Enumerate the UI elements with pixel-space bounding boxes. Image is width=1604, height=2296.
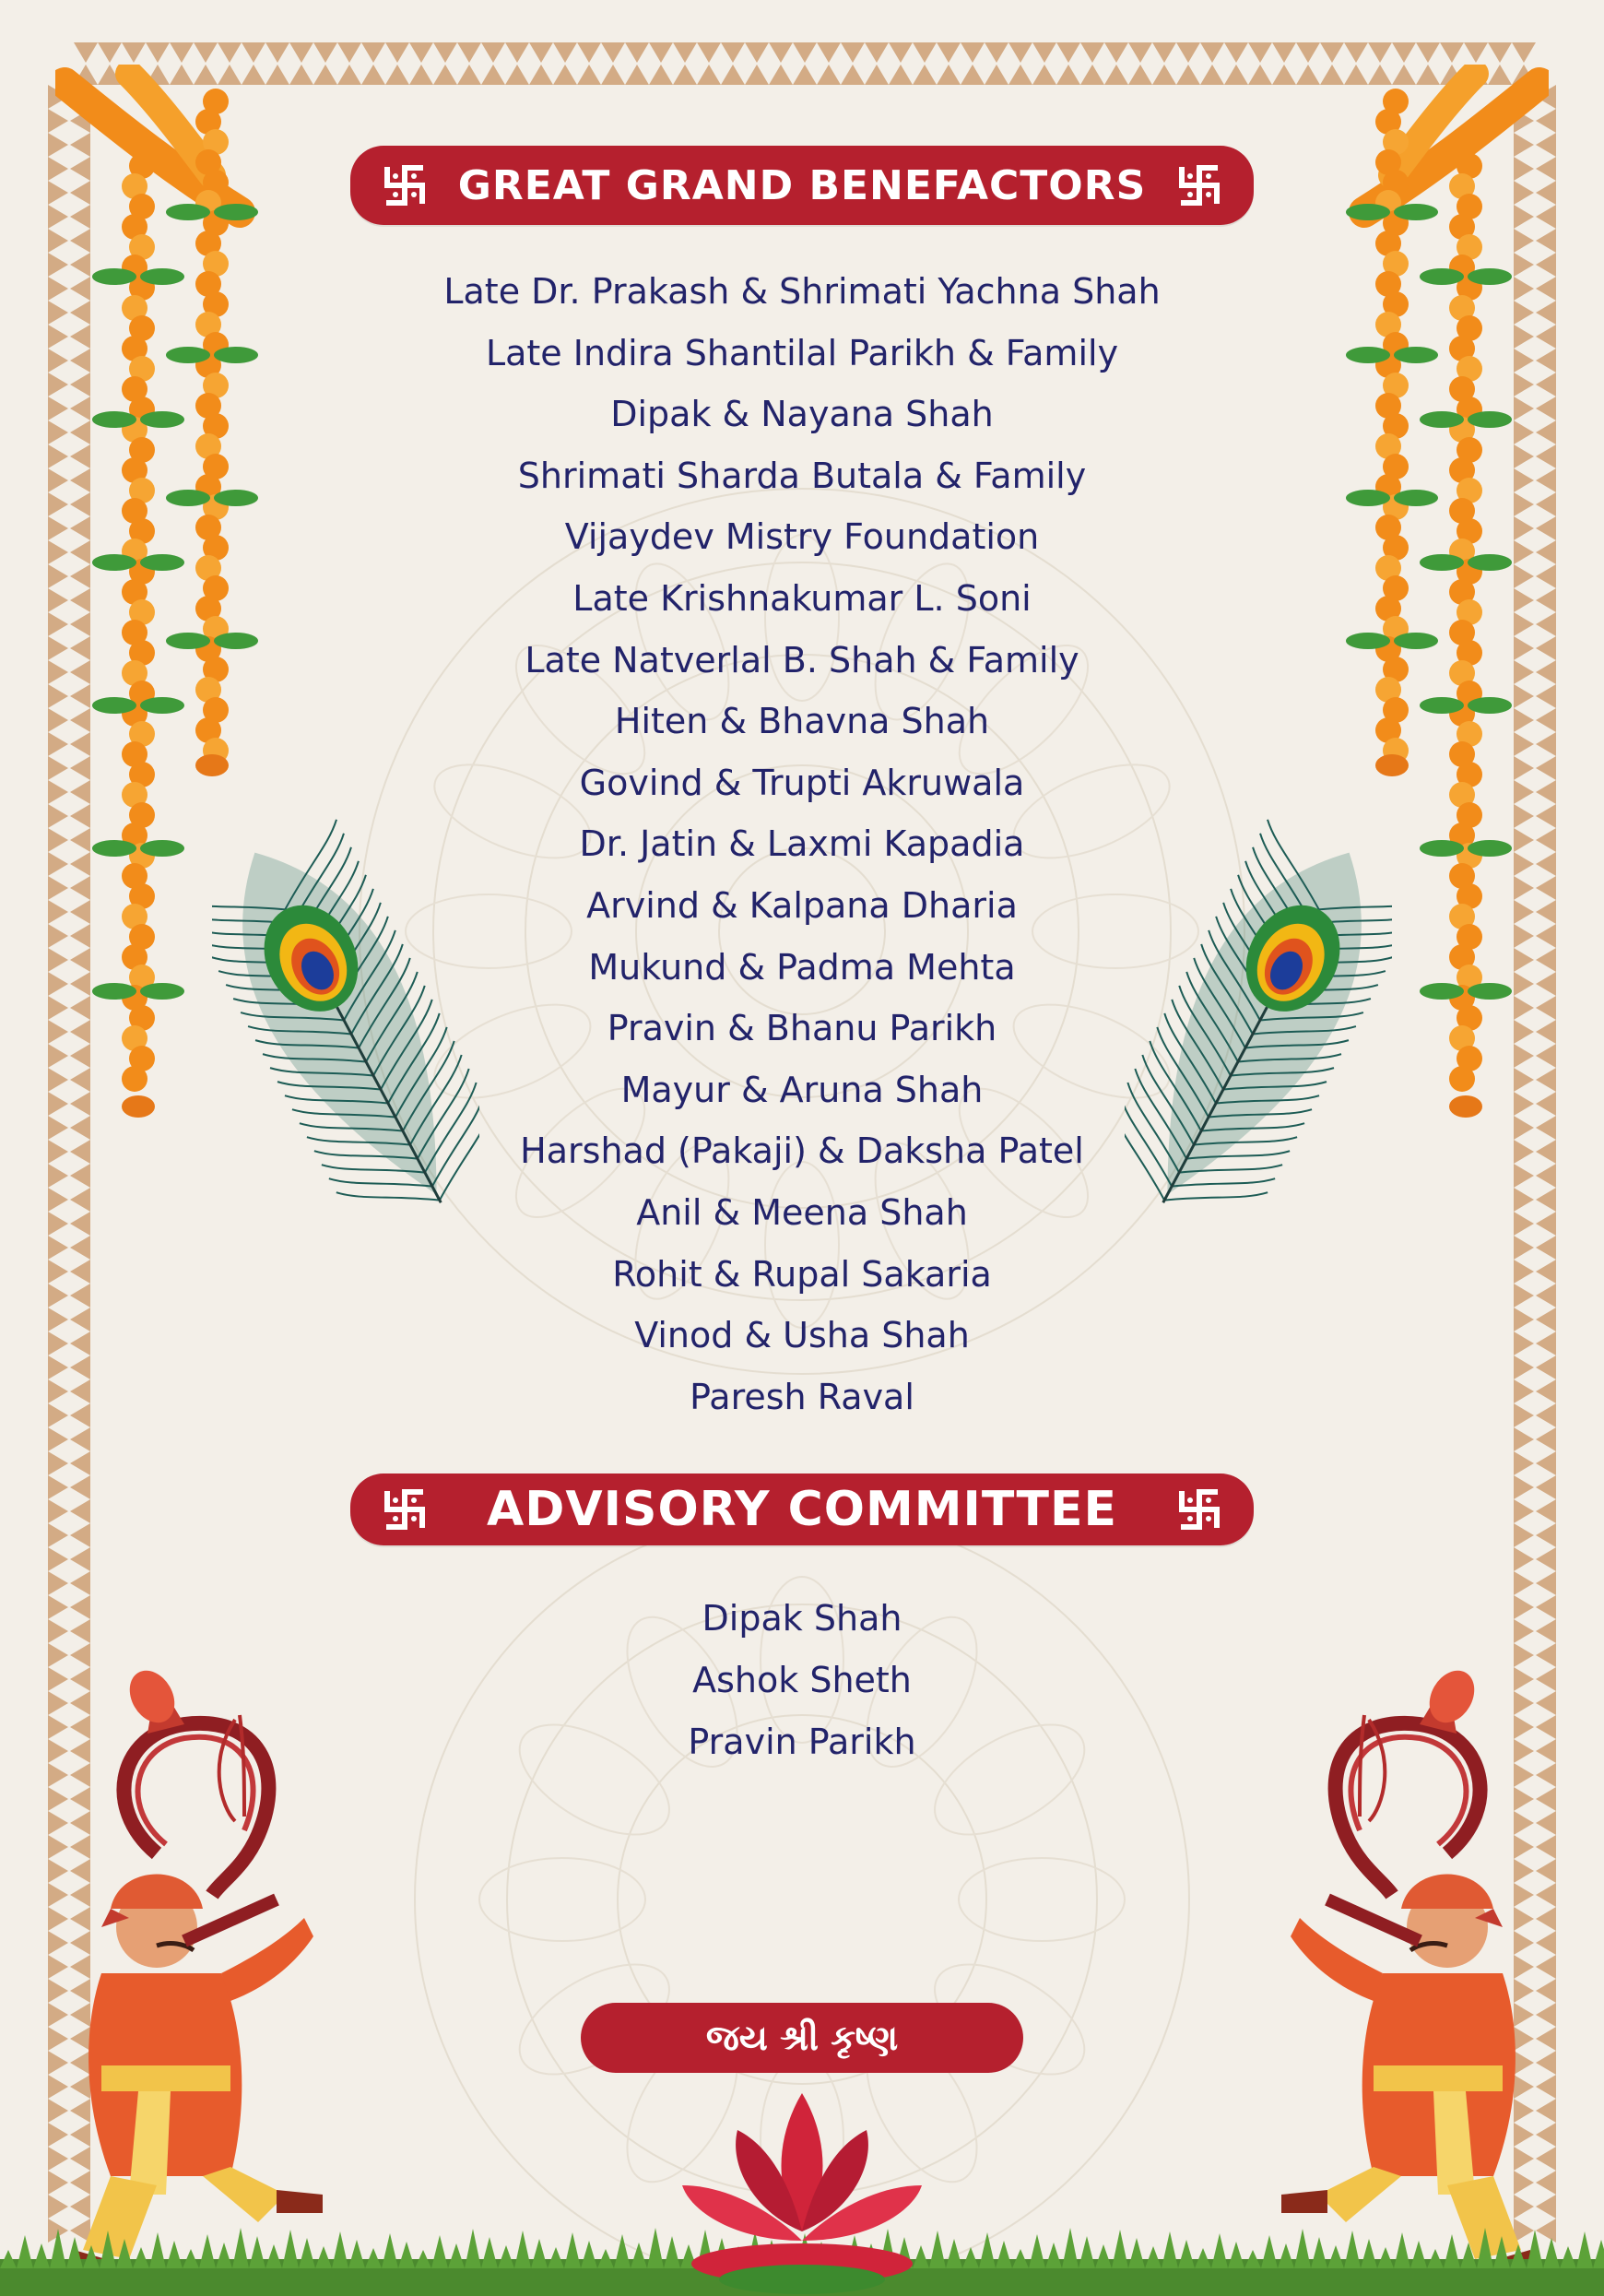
- list-item: Rohit & Rupal Sakaria: [612, 1253, 992, 1295]
- list-item: Late Natverlal B. Shah & Family: [525, 639, 1079, 681]
- list-item: Dr. Jatin & Laxmi Kapadia: [579, 823, 1025, 865]
- horn-player-icon: [46, 1623, 406, 2296]
- list-item: Paresh Raval: [690, 1376, 914, 1417]
- list-item: Late Indira Shantilal Parikh & Family: [485, 332, 1119, 373]
- horn-player-icon: [1198, 1623, 1558, 2296]
- list-item: Late Krishnakumar L. Soni: [572, 577, 1032, 619]
- benefactors-list: [341, 261, 1263, 1427]
- advisory-banner: [350, 1473, 1254, 1545]
- list-item: Pravin & Bhanu Parikh: [607, 1008, 997, 1049]
- list-item: Hiten & Bhavna Shah: [614, 701, 990, 742]
- list-item: Vinod & Usha Shah: [634, 1315, 970, 1356]
- list-item: Mukund & Padma Mehta: [588, 946, 1016, 988]
- list-item: Dipak Shah: [702, 1598, 902, 1639]
- list-item: Arvind & Kalpana Dharia: [586, 884, 1018, 926]
- list-item: Dipak & Nayana Shah: [610, 394, 994, 435]
- swastika-icon: [382, 1486, 428, 1533]
- list-item: Vijaydev Mistry Foundation: [564, 516, 1040, 558]
- list-item: Pravin Parikh: [688, 1722, 916, 1762]
- benefactors-title: GREAT GRAND BENEFACTORS: [457, 161, 1147, 209]
- list-item: Late Dr. Prakash & Shrimati Yachna Shah: [443, 271, 1161, 312]
- list-item: Anil & Meena Shah: [636, 1191, 968, 1233]
- benefactors-banner: [350, 146, 1254, 225]
- lotus-icon: [673, 2075, 931, 2296]
- list-item: Shrimati Sharda Butala & Family: [517, 455, 1087, 496]
- jai-shri-krishna-badge: જય શ્રી કૃષ્ણ: [581, 2003, 1023, 2073]
- list-item: Mayur & Aruna Shah: [620, 1069, 984, 1110]
- swastika-icon: [1176, 1486, 1222, 1533]
- list-item: Govind & Trupti Akruwala: [579, 762, 1025, 803]
- list-item: Ashok Sheth: [692, 1660, 912, 1700]
- list-item: Harshad (Pakaji) & Daksha Patel: [520, 1130, 1084, 1172]
- advisory-list: [341, 1588, 1263, 1773]
- swastika-icon: [382, 162, 428, 208]
- swastika-icon: [1176, 162, 1222, 208]
- advisory-title: ADVISORY COMMITTEE: [487, 1482, 1117, 1537]
